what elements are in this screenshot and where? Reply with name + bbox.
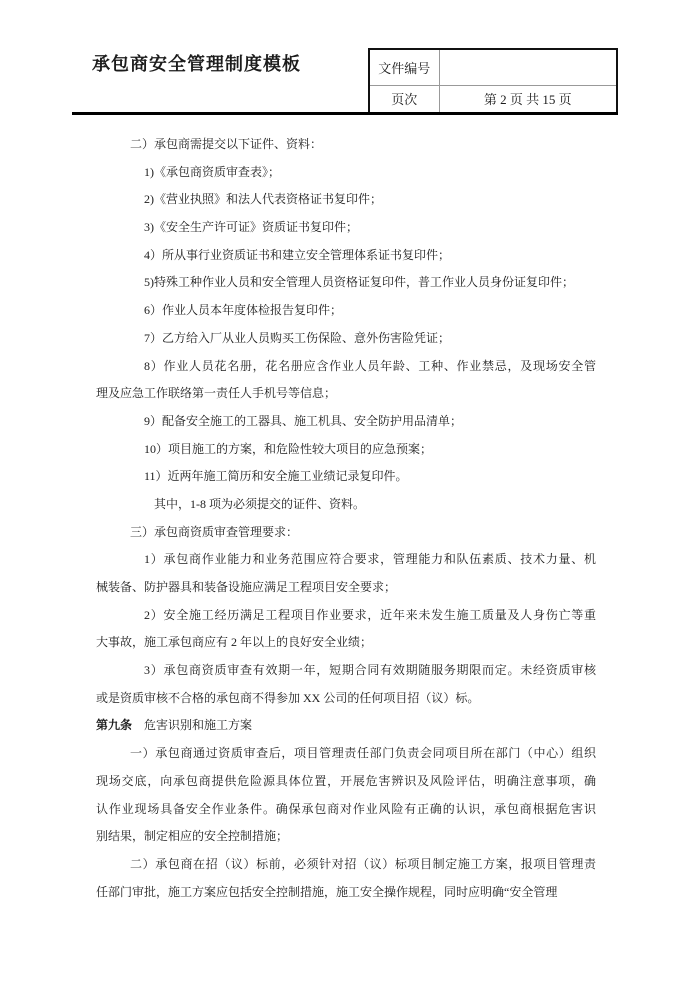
- text-line: [96, 214, 596, 242]
- text-line-content: 6）作业人员本年度体检报告复印件；: [144, 303, 343, 318]
- text-line: [96, 325, 596, 353]
- text-line-content: 11）近两年施工简历和安全施工业绩记录复印件。: [144, 469, 408, 484]
- text-line: [96, 297, 596, 325]
- text-line: [96, 602, 596, 630]
- text-line-content: 2)《营业执照》和法人代表资格证书复印件；: [144, 192, 382, 207]
- text-line: [96, 851, 596, 879]
- text-line-content: 认作业现场具备安全作业条件。确保承包商对作业风险有正确的认识，承包商根据危害识: [96, 801, 596, 816]
- text-line: [96, 242, 596, 270]
- page-title: 承包商安全管理制度模板: [92, 54, 301, 74]
- text-line-content: 任部门审批，施工方案应包括安全控制措施，施工安全操作规程，同时应明确“安全管理: [96, 884, 558, 899]
- text-line-content: 4）所从事行业资质证书和建立安全管理体系证书复印件；: [144, 247, 451, 262]
- text-line-content: 5)特殊工种作业人员和安全管理人员资格证复印件，普工作业人员身份证复印件；: [144, 275, 574, 290]
- text-line: [96, 131, 596, 159]
- text-line: [96, 768, 596, 796]
- text-line-content: 或是资质审核不合格的承包商不得参加 XX 公司的任何项目招（议）标。: [96, 690, 480, 705]
- file-number-value-cell: [439, 49, 617, 85]
- text-line: [96, 436, 596, 464]
- text-line: [96, 685, 596, 713]
- header-info-table: [368, 48, 618, 114]
- text-line: [96, 463, 596, 491]
- text-line-content: 10）项目施工的方案，和危险性较大项目的应急预案；: [144, 441, 433, 456]
- text-line-content: 二）承包商在招（议）标前，必须针对招（议）标项目制定施工方案，报项目管理责: [130, 856, 596, 871]
- text-line: [96, 186, 596, 214]
- file-number-label-cell: 文件编号: [369, 49, 439, 85]
- text-line-content: 一）承包商通过资质审查后，项目管理责任部门负责会同项目所在部门（中心）组织: [130, 746, 596, 761]
- text-line: [96, 740, 596, 768]
- text-line: [96, 380, 596, 408]
- text-line: [96, 657, 596, 685]
- text-line-content: 二）承包商需提交以下证件、资料：: [130, 137, 323, 151]
- text-line-content: 7）乙方给入厂从业人员购买工伤保险、意外伤害险凭证；: [144, 330, 451, 345]
- text-line: [96, 159, 596, 187]
- text-line-content: 危害识别和施工方案: [144, 718, 253, 733]
- text-line: [96, 629, 596, 657]
- text-line-content: 3）承包商资质审查有效期一年，短期合同有效期随服务期限而定。未经资质审核: [144, 663, 596, 678]
- page-index-value-cell: 第 2 页 共 15 页: [439, 85, 617, 113]
- text-line: [96, 823, 596, 851]
- page-index-label-cell: 页次: [369, 85, 439, 113]
- text-line: [96, 796, 596, 824]
- text-line: [96, 408, 596, 436]
- text-line-content: 现场交底，向承包商提供危险源具体位置，开展危害辨识及风险评估，明确注意事项，确: [96, 773, 596, 788]
- text-line: [96, 712, 596, 740]
- header-rule: [72, 112, 618, 115]
- text-line-content: 别结果，制定相应的安全控制措施；: [96, 829, 289, 844]
- text-line: [96, 546, 596, 574]
- text-line: [96, 879, 596, 907]
- text-line: [96, 574, 596, 602]
- text-line-content: 2）安全施工经历满足工程项目作业要求，近年来未发生施工质量及人身伤亡等重: [144, 607, 596, 622]
- text-line: [96, 491, 596, 519]
- text-line-content: 大事故，施工承包商应有 2 年以上的良好安全业绩；: [96, 635, 373, 650]
- document-body: [96, 131, 596, 906]
- text-line: [96, 353, 596, 381]
- text-line: [96, 269, 596, 297]
- text-line: [96, 519, 596, 547]
- text-line-content: 械装备、防护器具和装备设施应满足工程项目安全要求；: [96, 580, 397, 594]
- text-line-content: 三）承包商资质审查管理要求：: [130, 524, 299, 539]
- text-line-content: 理及应急工作联络第一责任人手机号等信息；: [96, 386, 337, 401]
- text-line-content: 9）配备安全施工的工器具、施工机具、安全防护用品清单；: [144, 413, 463, 428]
- text-line-content: 1)《承包商资质审查表》；: [144, 164, 280, 179]
- section-number: 第九条: [96, 718, 133, 733]
- text-line-content: 1）承包商作业能力和业务范围应符合要求，管理能力和队伍素质、技术力量、机: [144, 552, 596, 567]
- text-line-content: 8）作业人员花名册，花名册应含作业人员年龄、工种、作业禁忌，及现场安全管: [144, 358, 596, 373]
- text-line-content: 3)《安全生产许可证》资质证书复印件；: [144, 220, 358, 235]
- text-line-content: 其中，1-8 项为必须提交的证件、资料。: [154, 496, 365, 511]
